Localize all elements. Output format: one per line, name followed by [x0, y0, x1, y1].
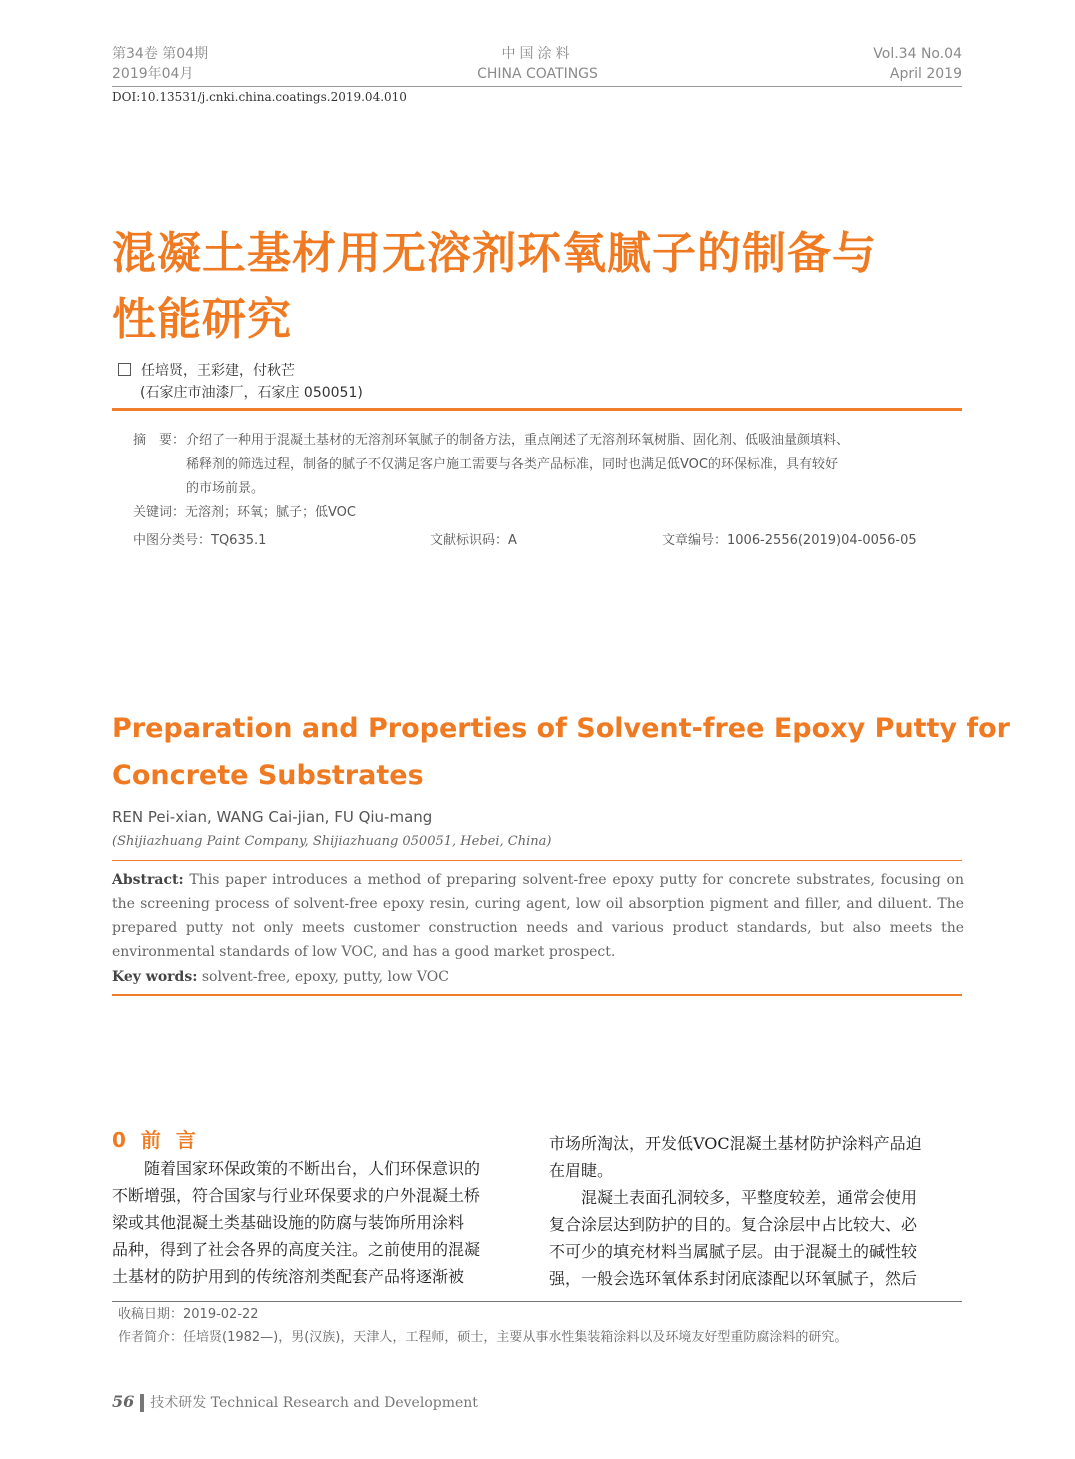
cn-abstract-label: 摘 要：	[133, 433, 186, 448]
cn-abstract-line2: 稀释剂的筛选过程，制备的腻子不仅满足客户施工需要与各类产品标准，同时也满足低VOC的环保标准，具有较好	[186, 457, 838, 472]
issue-month: April 2019	[889, 66, 962, 82]
author-biography: 作者简介：任培贤(1982—)，男(汉族)，天津人，工程师，硕士，主要从事水性集装箱涂料以及环境友好型重防腐涂料的研究。	[118, 1330, 848, 1345]
received-date: 收稿日期：2019-02-22	[118, 1307, 259, 1322]
en-title-line2: Concrete Substrates	[112, 760, 424, 791]
header-divider	[112, 86, 962, 87]
paragraph-line: 不断增强，符合国家与行业环保要求的户外混凝土桥	[112, 1186, 481, 1205]
page-footer	[112, 1392, 478, 1412]
cn-affiliation: (石家庄市油漆厂，石家庄 050051)	[140, 385, 363, 401]
square-bullet-icon	[118, 363, 131, 376]
cn-title-line2: 性能研究	[112, 294, 292, 345]
en-keywords-text: solvent-free, epoxy, putty, low VOC	[197, 969, 449, 985]
clc-number: 中图分类号：TQ635.1	[133, 533, 267, 548]
cn-abstract-line1: 介绍了一种用于混凝土基材的无溶剂环氧腻子的制备方法，重点阐述了无溶剂环氧树脂、固化剂、低吸油量颜填料、	[186, 433, 850, 448]
body-right-column	[549, 1130, 969, 1292]
volume-number: Vol.34 No.04	[873, 46, 962, 62]
paragraph-line: 复合涂层达到防护的目的。复合涂层中占比较大、必	[549, 1215, 918, 1234]
article-number: 文章编号：1006-2556(2019)04-0056-05	[662, 533, 917, 548]
cn-abstract-line3: 的市场前景。	[186, 481, 265, 496]
cn-title-line1: 混凝土基材用无溶剂环氧腻子的制备与	[112, 228, 877, 279]
cn-authors: 任培贤，王彩建，付秋芒	[118, 360, 295, 382]
cn-title-rule	[112, 408, 962, 411]
paragraph-line: 市场所淘汰，开发低VOC混凝土基材防护涂料产品迫	[549, 1134, 922, 1153]
journal-name-cn: 中国涂料	[501, 46, 574, 62]
en-abstract-label: Abstract:	[112, 872, 184, 888]
doi: DOI:10.13531/j.cnki.china.coatings.2019.04.010	[112, 90, 407, 104]
en-abstract	[112, 868, 964, 964]
journal-date: 2019年04月	[112, 66, 194, 82]
section-label: 技术研发 Technical Research and Development	[150, 1395, 478, 1411]
paragraph-line: 品种，得到了社会各界的高度关注。之前使用的混凝	[112, 1240, 481, 1259]
en-keywords	[112, 965, 964, 989]
en-keywords-label: Key words:	[112, 969, 198, 985]
body-left-column	[112, 1155, 532, 1290]
paragraph-line: 强，一般会选环氧体系封闭底漆配以环氧腻子，然后	[549, 1269, 918, 1288]
document-code: 文献标识码：A	[430, 533, 517, 548]
paragraph-line: 不可少的填充材料当属腻子层。由于混凝土的碱性较	[549, 1242, 918, 1261]
page-number: 56	[112, 1392, 135, 1411]
paragraph-line: 土基材的防护用到的传统溶剂类配套产品将逐渐被	[112, 1267, 465, 1286]
paragraph-line: 混凝土表面孔洞较多，平整度较差，通常会使用	[549, 1188, 918, 1207]
journal-name-en: CHINA COATINGS	[477, 66, 598, 82]
paragraph-line: 随着国家环保政策的不断出台，人们环保意识的	[112, 1159, 481, 1178]
en-title-line1: Preparation and Properties of Solvent-free Epoxy Putty for	[112, 713, 1011, 744]
footer-bar	[140, 1394, 144, 1412]
cn-keywords: 关键词：无溶剂；环氧；腻子；低VOC	[133, 505, 356, 520]
footnote-divider	[112, 1301, 962, 1302]
en-affiliation: (Shijiazhuang Paint Company, Shijiazhuang 050051, Hebei, China)	[112, 834, 552, 849]
paragraph-line: 梁或其他混凝土类基础设施的防腐与装饰所用涂料	[112, 1213, 465, 1232]
en-authors: REN Pei-xian, WANG Cai-jian, FU Qiu-mang	[112, 808, 433, 826]
en-abstract-text: This paper introduces a method of preparing solvent-free epoxy putty for concrete substrates, focusing on the screening process of solvent-free epoxy resin, curing agent, low oil absorption pigment and filler, and diluent. The prepared putty not only meets customer construction needs and various product standards, but also meets the environmental standards of low VOC, and has a good market prospect.	[112, 872, 964, 960]
section-title-introduction: 0 前 言	[112, 1128, 200, 1152]
abstract-end-rule	[112, 994, 962, 996]
journal-issue: 第34卷 第04期	[112, 46, 209, 62]
en-title-rule	[112, 860, 962, 861]
paragraph-line: 在眉睫。	[549, 1161, 614, 1180]
